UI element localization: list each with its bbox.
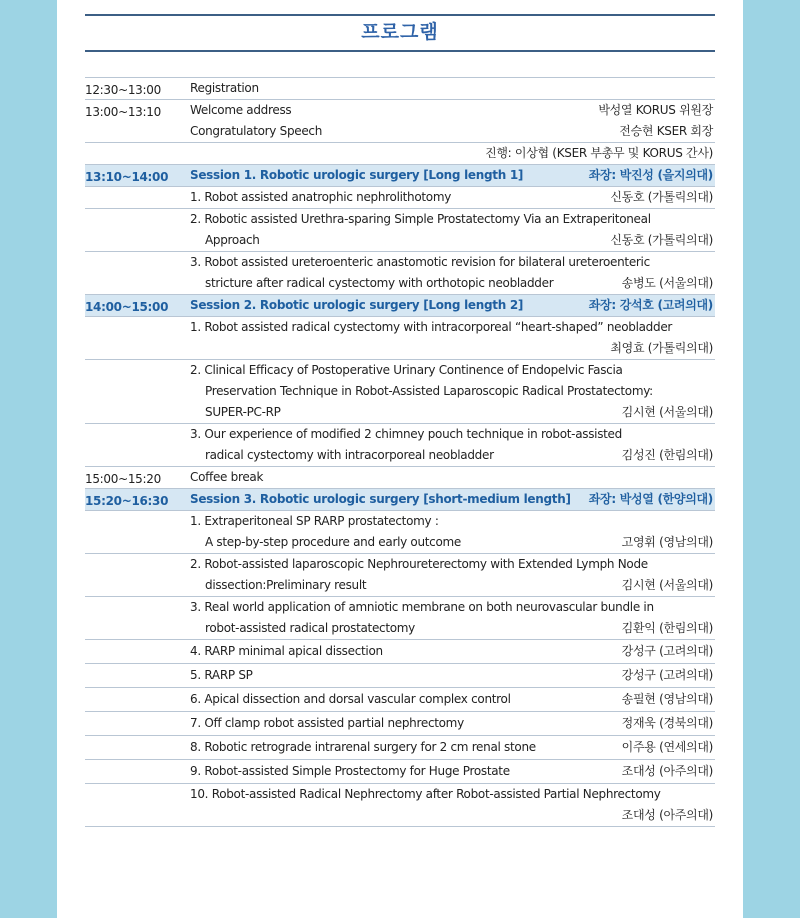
table-row	[85, 596, 715, 639]
table-row	[85, 316, 715, 359]
item-title-cont: dissection:Preliminary result	[205, 578, 367, 592]
session-header-row	[85, 164, 715, 186]
speaker: 김환익 (한림의대)	[621, 621, 713, 635]
table-row	[85, 510, 715, 553]
time-slot: 14:00~15:00	[85, 300, 169, 314]
speaker: 조대성 (아주의대)	[621, 764, 713, 778]
item-title: Coffee break	[190, 470, 264, 484]
speaker: 전승현 KSER 회장	[619, 124, 713, 138]
item-title: 1. Robot assisted anatrophic nephrolithotomy	[190, 190, 452, 204]
speaker: 신동호 (가톨릭의대)	[610, 233, 713, 247]
table-row	[85, 639, 715, 663]
speaker: 신동호 (가톨릭의대)	[610, 190, 713, 204]
item-title: 3. Robot assisted ureteroenteric anastomotic revision for bilateral ureteroenteric	[190, 255, 650, 269]
item-title: 5. RARP SP	[190, 668, 253, 682]
table-row	[85, 687, 715, 711]
time-slot: 15:20~16:30	[85, 494, 169, 508]
item-title-cont: Approach	[205, 233, 260, 247]
item-title-cont: robot-assisted radical prostatectomy	[205, 621, 415, 635]
program-header	[85, 14, 715, 52]
item-title: 3. Real world application of amniotic membrane on both neurovascular bundle in	[190, 600, 654, 614]
table-row	[85, 142, 715, 164]
item-title-cont: Preservation Technique in Robot-Assisted Laparoscopic Radical Prostatectomy:	[205, 384, 653, 398]
item-title: 6. Apical dissection and dorsal vascular complex control	[190, 692, 511, 706]
time-slot: 13:10~14:00	[85, 170, 169, 184]
speaker: 정재욱 (경북의대)	[621, 716, 713, 730]
session-header-row	[85, 294, 715, 316]
item-title: 2. Robotic assisted Urethra-sparing Simple Prostatectomy Via an Extraperitoneal	[190, 212, 651, 226]
table-row	[85, 77, 715, 99]
session-chair: 좌장: 박성열 (한양의대)	[588, 492, 713, 506]
table-row	[85, 735, 715, 759]
item-title: 2. Clinical Efficacy of Postoperative Urinary Continence of Endopelvic Fascia	[190, 363, 623, 377]
item-title-cont: SUPER-PC-RP	[205, 405, 281, 419]
table-row	[85, 466, 715, 488]
item-title: 1. Extraperitoneal SP RARP prostatectomy :	[190, 514, 439, 528]
time-slot: 15:00~15:20	[85, 472, 161, 486]
session-title: Session 2. Robotic urologic surgery [Long length 2]	[190, 298, 524, 312]
table-row	[85, 186, 715, 208]
item-title-cont: A step-by-step procedure and early outcome	[205, 535, 461, 549]
speaker: 조대성 (아주의대)	[621, 808, 713, 822]
speaker: 김시현 (서울의대)	[621, 405, 713, 419]
session-chair: 좌장: 강석호 (고려의대)	[588, 298, 713, 312]
speaker: 강성구 (고려의대)	[621, 644, 713, 658]
table-row	[85, 208, 715, 251]
item-title: 7. Off clamp robot assisted partial nephrectomy	[190, 716, 464, 730]
time-slot: 13:00~13:10	[85, 105, 161, 119]
item-title: 2. Robot-assisted laparoscopic Nephroureterectomy with Extended Lymph Node	[190, 557, 648, 571]
page-title: 프로그램	[361, 21, 439, 43]
table-row	[85, 99, 715, 142]
speaker: 이주용 (연세의대)	[621, 740, 713, 754]
item-title: Registration	[190, 81, 259, 95]
item-title-cont: radical cystectomy with intracorporeal neobladder	[205, 448, 494, 462]
item-title: 9. Robot-assisted Simple Prostectomy for Huge Prostate	[190, 764, 510, 778]
session-chair: 좌장: 박진성 (을지의대)	[588, 168, 713, 182]
speaker: 송병도 (서울의대)	[621, 276, 713, 290]
table-row	[85, 251, 715, 294]
speaker: 박성열 KORUS 위원장	[598, 103, 713, 117]
moderator-note: 진행: 이상협 (KSER 부총무 및 KORUS 간사)	[485, 146, 713, 160]
program-page	[57, 0, 743, 918]
item-title: 1. Robot assisted radical cystectomy with intracorporeal “heart-shaped” neobladder	[190, 320, 673, 334]
item-title-cont: stricture after radical cystectomy with orthotopic neobladder	[205, 276, 554, 290]
speaker: 김시현 (서울의대)	[621, 578, 713, 592]
table-row	[85, 553, 715, 596]
item-title: 4. RARP minimal apical dissection	[190, 644, 383, 658]
table-row	[85, 359, 715, 423]
session-header-row	[85, 488, 715, 510]
speaker: 최영효 (가톨릭의대)	[610, 341, 713, 355]
table-row	[85, 783, 715, 827]
item-title: 3. Our experience of modified 2 chimney pouch technique in robot-assisted	[190, 427, 622, 441]
table-row	[85, 423, 715, 466]
table-row	[85, 759, 715, 783]
table-row	[85, 711, 715, 735]
item-title: Congratulatory Speech	[190, 124, 323, 138]
item-title: Welcome address	[190, 103, 292, 117]
item-title: 10. Robot-assisted Radical Nephrectomy after Robot-assisted Partial Nephrectomy	[190, 787, 661, 801]
speaker: 고영휘 (영남의대)	[621, 535, 713, 549]
item-title: 8. Robotic retrograde intrarenal surgery for 2 cm renal stone	[190, 740, 536, 754]
program-table	[85, 77, 715, 827]
session-title: Session 1. Robotic urologic surgery [Long length 1]	[190, 168, 524, 182]
speaker: 강성구 (고려의대)	[621, 668, 713, 682]
session-title: Session 3. Robotic urologic surgery [short-medium length]	[190, 492, 571, 506]
table-row	[85, 663, 715, 687]
time-slot: 12:30~13:00	[85, 83, 161, 97]
speaker: 송필현 (영남의대)	[621, 692, 713, 706]
speaker: 김성진 (한림의대)	[621, 448, 713, 462]
